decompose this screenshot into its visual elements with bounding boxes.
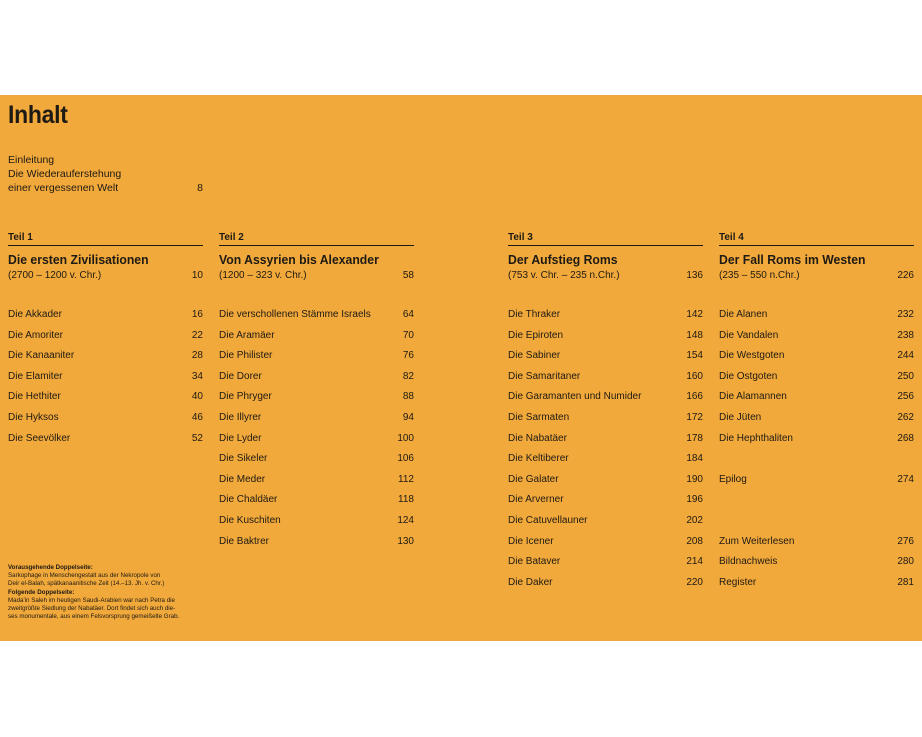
toc-entry <box>219 473 414 494</box>
toc-entry-page-number: 274 <box>897 473 914 485</box>
toc-entry-title: Die Arverner <box>508 494 564 506</box>
toc-entry-page-number: 22 <box>191 329 203 341</box>
toc-entry-page-number: 208 <box>686 535 703 547</box>
toc-entry <box>8 308 203 329</box>
toc-entry-page-number: 46 <box>191 411 203 423</box>
caption-line: Sarkophage in Menschengestalt aus der Nekropole von <box>8 572 161 579</box>
toc-entry-page-number: 281 <box>897 576 914 588</box>
toc-entry-page-number: 16 <box>191 309 203 320</box>
toc-entry-page-number: 34 <box>191 370 203 382</box>
toc-entry-page-number: 52 <box>191 432 203 444</box>
toc-entry-title: Die Nabatäer <box>508 432 567 444</box>
toc-entry <box>508 370 703 391</box>
toc-entry <box>8 329 203 350</box>
toc-entry-page-number: 262 <box>897 411 914 423</box>
toc-entry <box>719 411 914 432</box>
toc-entry-title: Die Ostgoten <box>719 370 778 382</box>
toc-entry <box>508 432 703 453</box>
toc-entry-title: Die Jüten <box>719 411 762 423</box>
toc-entry-title: Die Sabiner <box>508 350 561 362</box>
toc-entry-page-number: 160 <box>686 370 703 382</box>
toc-entry-page-number: 184 <box>686 453 703 465</box>
toc-entry-page-number: 256 <box>897 391 914 403</box>
toc-entry <box>8 349 203 370</box>
toc-entry-title: Die Lyder <box>219 432 262 444</box>
toc-entry-page-number: 112 <box>398 473 414 485</box>
toc-entry-title: Die Sikeler <box>219 453 268 465</box>
toc-entry <box>719 329 914 350</box>
toc-entry-page-number: 172 <box>686 411 703 423</box>
toc-entry-title: Die Thraker <box>508 309 561 320</box>
part-page-number: 58 <box>402 270 414 281</box>
toc-entry-title: Die Illyrer <box>219 411 262 423</box>
toc-entry <box>508 514 703 535</box>
toc-entry <box>719 308 914 329</box>
toc-entry <box>219 411 414 432</box>
toc-entry-page-number: 250 <box>897 370 914 382</box>
toc-entry-page-number: 70 <box>402 329 414 341</box>
part-3-entries <box>508 308 703 596</box>
toc-entry-title: Register <box>719 576 757 588</box>
toc-entry-title: Die Hethiter <box>8 391 61 403</box>
toc-entry <box>508 329 703 350</box>
toc-entry-title: Die Alanen <box>719 309 768 320</box>
toc-entry-title: Die Icener <box>508 535 554 547</box>
toc-entry <box>508 308 703 329</box>
toc-entry-title: Die Sarmaten <box>508 411 570 423</box>
toc-entry <box>719 432 914 453</box>
toc-entry-title: Zum Weiterlesen <box>719 535 795 547</box>
intro-page-number: 8 <box>197 182 203 194</box>
toc-entry-title: Die Westgoten <box>719 350 785 362</box>
caption-next-spread <box>8 589 208 621</box>
toc-entry <box>219 329 414 350</box>
toc-entry-title: Die Daker <box>508 576 553 588</box>
part-3-header <box>508 232 703 281</box>
intro-line: einer vergessenen Welt <box>8 182 119 194</box>
toc-entry-page-number: 106 <box>397 453 414 465</box>
toc-entry <box>219 432 414 453</box>
toc-entry-page-number: 76 <box>402 350 414 362</box>
toc-entry <box>508 535 703 556</box>
toc-entry-page-number: 202 <box>686 514 703 526</box>
toc-entry-title: Die Akkader <box>8 309 62 320</box>
part-label: Teil 1 <box>8 232 203 246</box>
caption-line: Mada'in Saleh im heutigen Saudi-Arabien war nach Petra die <box>8 597 175 604</box>
toc-entry <box>719 555 914 576</box>
toc-entry <box>219 370 414 391</box>
part-title: Von Assyrien bis Alexander <box>219 252 379 267</box>
toc-entry-title: Die Garamanten und Numider <box>508 391 642 403</box>
toc-entry-page-number: 124 <box>397 514 414 526</box>
book-spread-page <box>0 95 922 641</box>
toc-entry <box>219 308 414 329</box>
toc-entry-title: Die Hephthaliten <box>719 432 793 444</box>
toc-entry-title: Die Baktrer <box>219 535 270 547</box>
toc-entry <box>719 576 914 597</box>
toc-entry-title: Die Kanaaniter <box>8 350 75 362</box>
toc-entry-title: Die verschollenen Stämme Israels <box>219 309 371 320</box>
part-title: Der Aufstieg Roms <box>508 252 618 267</box>
part-2-header <box>219 232 414 281</box>
caption-heading: Vorausgehende Doppelseite: <box>8 564 93 571</box>
toc-entry-title: Die Vandalen <box>719 329 779 341</box>
toc-entry-title: Bildnachweis <box>719 556 778 568</box>
caption-heading: Folgende Doppelseite: <box>8 589 75 596</box>
toc-entry <box>508 473 703 494</box>
part-page-number: 136 <box>686 270 703 281</box>
toc-entry <box>719 349 914 370</box>
toc-entry-title: Die Bataver <box>508 556 561 568</box>
toc-entry-title: Die Philister <box>219 350 273 362</box>
part-range: (2700 – 1200 v. Chr.) <box>8 270 102 281</box>
part-label: Teil 4 <box>719 232 914 246</box>
toc-entry-page-number: 220 <box>686 576 703 588</box>
toc-entry-page-number: 100 <box>397 432 414 444</box>
toc-entry <box>219 390 414 411</box>
part-page-number: 226 <box>897 270 914 281</box>
part-range: (1200 – 323 v. Chr.) <box>219 270 307 281</box>
part-1-entries <box>8 308 203 452</box>
toc-entry-title: Die Phryger <box>219 391 272 403</box>
toc-entry-title: Die Catuvellauner <box>508 514 588 526</box>
page-title: Inhalt <box>8 101 68 129</box>
toc-entry <box>508 576 703 597</box>
toc-entry-title: Die Elamiter <box>8 370 63 382</box>
toc-entry-title: Die Amoriter <box>8 329 64 341</box>
toc-entry-page-number: 40 <box>191 391 203 403</box>
toc-entry-title: Die Aramäer <box>219 329 275 341</box>
toc-entry <box>219 514 414 535</box>
toc-entry <box>219 452 414 473</box>
part-1-header <box>8 232 203 281</box>
toc-entry-page-number: 148 <box>686 329 703 341</box>
part-range: (235 – 550 n.Chr.) <box>719 270 800 281</box>
toc-entry-page-number: 88 <box>402 391 414 403</box>
toc-entry-title: Epilog <box>719 473 747 485</box>
toc-entry <box>719 390 914 411</box>
toc-entry-page-number: 238 <box>897 329 914 341</box>
intro-line: Die Wiederauferstehung <box>8 168 122 180</box>
toc-entry-title: Die Meder <box>219 473 266 485</box>
toc-entry-page-number: 190 <box>686 473 703 485</box>
toc-entry-title: Die Keltiberer <box>508 453 569 465</box>
toc-entry <box>219 493 414 514</box>
part-label: Teil 2 <box>219 232 414 246</box>
toc-entry-title: Die Alamannen <box>719 391 787 403</box>
toc-entry-page-number: 64 <box>402 309 414 320</box>
toc-entry <box>719 535 914 556</box>
toc-entry-page-number: 94 <box>402 411 414 423</box>
caption-previous-spread <box>8 564 208 588</box>
toc-entry-title: Die Samaritaner <box>508 370 581 382</box>
part-label: Teil 3 <box>508 232 703 246</box>
part-4-header <box>719 232 914 281</box>
toc-entry-title: Die Seevölker <box>8 432 71 444</box>
toc-entry-page-number: 118 <box>398 494 414 506</box>
part-page-number: 10 <box>191 270 203 281</box>
toc-entry-page-number: 268 <box>897 432 914 444</box>
toc-entry <box>508 452 703 473</box>
caption-line: ses monumentale, aus einem Felsvorsprung gemeißelte Grab. <box>8 613 180 620</box>
toc-entry-title: Die Chaldäer <box>219 494 278 506</box>
toc-entry-page-number: 142 <box>686 309 703 320</box>
toc-entry-page-number: 280 <box>897 556 914 568</box>
toc-entry-page-number: 244 <box>897 350 914 362</box>
intro-entry <box>8 153 203 195</box>
toc-entry-title: Die Dorer <box>219 370 262 382</box>
toc-entry-page-number: 214 <box>686 556 703 568</box>
part-4-entries <box>719 308 914 596</box>
toc-entry <box>8 390 203 411</box>
part-title: Der Fall Roms im Westen <box>719 252 866 267</box>
part-range: (753 v. Chr. – 235 n.Chr.) <box>508 270 620 281</box>
intro-line: Einleitung <box>8 154 55 166</box>
toc-entry-page-number: 232 <box>897 309 914 320</box>
toc-entry <box>508 493 703 514</box>
caption-line: Deir el-Balah, spätkanaanitische Zeit (14.–13. Jh. v. Chr.) <box>8 580 165 587</box>
toc-entry <box>508 349 703 370</box>
toc-entry <box>719 473 914 494</box>
toc-entry-page-number: 276 <box>897 535 914 547</box>
toc-entry <box>219 535 414 556</box>
part-title: Die ersten Zivilisationen <box>8 252 149 267</box>
toc-entry <box>219 349 414 370</box>
toc-entry-title: Die Epiroten <box>508 329 564 341</box>
toc-entry <box>8 411 203 432</box>
toc-entry-page-number: 154 <box>686 350 703 362</box>
toc-entry-page-number: 28 <box>191 350 203 362</box>
toc-entry <box>508 411 703 432</box>
caption-line: zweitgrößte Siedlung der Nabatäer. Dort findet sich auch die- <box>8 605 176 612</box>
toc-entry <box>508 555 703 576</box>
part-2-entries <box>219 308 414 555</box>
toc-entry-page-number: 82 <box>402 370 414 382</box>
toc-entry-title: Die Kuschiten <box>219 514 281 526</box>
toc-entry-title: Die Galater <box>508 473 559 485</box>
toc-entry <box>719 370 914 391</box>
toc-entry-page-number: 130 <box>397 535 414 547</box>
toc-entry-page-number: 166 <box>686 391 703 403</box>
toc-entry <box>8 370 203 391</box>
toc-entry-title: Die Hyksos <box>8 411 59 423</box>
toc-entry-page-number: 196 <box>686 494 703 506</box>
toc-entry <box>8 432 203 453</box>
toc-entry-page-number: 178 <box>686 432 703 444</box>
picture-captions <box>8 564 208 622</box>
toc-entry <box>508 390 703 411</box>
